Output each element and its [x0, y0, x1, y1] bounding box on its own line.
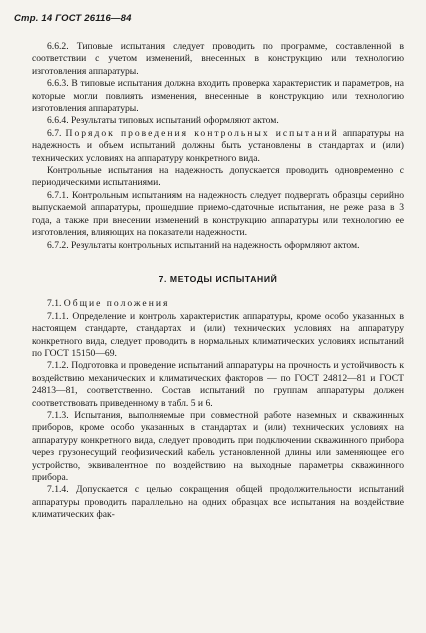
paragraph-control-tests: Контрольные испытания на надежность допускается проводить одновременно с периодическими испытаниями. — [32, 165, 404, 189]
clause-number-6-7: 6.7. — [47, 127, 62, 139]
paragraph-6-6-2: 6.6.2. Типовые испытания следует проводить по программе, составленной в соответствии с учетом изменений, внесенных в конструкцию или технологию изготовления аппаратуры. — [32, 41, 404, 77]
paragraph-7-1-3: 7.1.3. Испытания, выполняемые при совместной работе наземных и скважинных приборов, кроме особо указанных в стандартах и (или) технических условиях на аппаратуру конкретного вида, следует проводить при подключении скважинного прибора через грузонесущий геофизический кабель установленной длины или заменяющее его устройство, эквивалентное по воздействию на выходные параметры скважинного прибора. — [32, 409, 404, 483]
paragraph-6-7-1: 6.7.1. Контрольным испытаниям на надежность следует подвергать образцы серийно выпускаемой аппаратуры, прошедшие приемо-сдаточные испытания, не реже раза в 3 года, а также при внесении изменений в конструкцию аппаратуры или технологию ее изготовления, влияющих на показатели надежности. — [32, 189, 404, 239]
paragraph-6-6-3: 6.6.3. В типовые испытания должна входить проверка характеристик и параметров, на которые могли повлиять изменения, внесенные в конструкцию или технологию изготовления аппаратуры. — [32, 78, 404, 115]
paragraph-7-1-4: 7.1.4. Допускается с целью сокращения общей продолжительности испытаний аппаратуры проводить параллельно на одних образцах все испытания на воздействие климатических фак- — [32, 484, 404, 521]
paragraph-7-1-1: 7.1.1. Определение и контроль характеристик аппаратуры, кроме особо указанных в настоящем стандарте, стандартах и (или) технических условиях на аппаратуру конкретного вида, следует проводить в нормальных климатических условиях испытаний по ГОСТ 15150—69. — [32, 310, 404, 359]
paragraph-6-7-2: 6.7.2. Результаты контрольных испытаний на надежность оформляют актом. — [47, 239, 360, 251]
paragraph-7-1-2: 7.1.2. Подготовка и проведение испытаний аппаратуры на прочность и устойчивость к воздействию механических и климатических факторов — по ГОСТ 24812—81 и ГОСТ 24813—81, соответственно. Состав испытаний по группам аппаратуры должен соответствовать приведенному в табл. 5 и 6. — [32, 360, 404, 409]
clause-number-7-1: 7.1. — [47, 298, 62, 310]
clause-heading-7-1: Общие положения — [63, 298, 170, 310]
section-title-7: 7. МЕТОДЫ ИСПЫТАНИЙ — [158, 273, 278, 284]
paragraph-6-6-4: 6.6.4. Результаты типовых испытаний оформляют актом. — [47, 115, 279, 127]
paragraph-6-7 — [32, 128, 404, 165]
page-body — [32, 41, 404, 522]
clause-text-6-7: аппаратуры на надежность и объем испытаний должны быть установлены в стандартах и (или) технических условиях на аппаратуру конкретного вида. — [32, 127, 404, 164]
clause-heading-6-7: Порядок проведения контрольных испытаний — [65, 127, 339, 139]
paragraph-7-1 — [32, 298, 404, 310]
running-head: Стр. 14 ГОСТ 26116—84 — [14, 13, 132, 24]
